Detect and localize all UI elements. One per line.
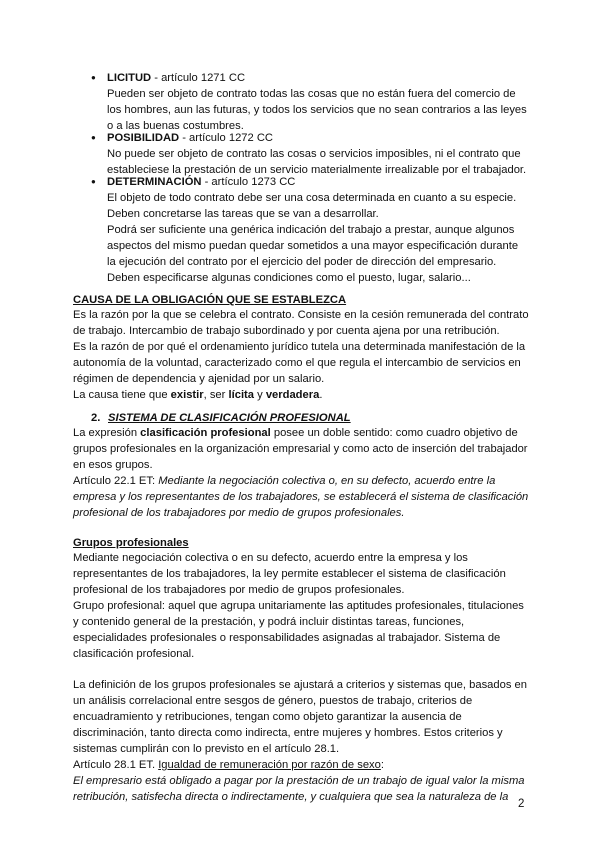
requisito-line: El objeto de todo contrato debe ser una cosa determinada en cuanto a su especie. bbox=[107, 192, 517, 204]
requisito-line: Podrá ser suficiente una genérica indicación del trabajo a prestar, aunque algunos bbox=[107, 224, 515, 236]
paragraph-line: en esos grupos. bbox=[73, 459, 153, 471]
paragraph-line: de trabajo. Intercambio de trabajo subordinado y por cuenta ajena por una retribución. bbox=[73, 325, 500, 337]
paragraph-line: discriminación, tanto directa como indirecta, entre mujeres y hombres. Estos criterios y bbox=[73, 727, 503, 739]
section-number: 2. bbox=[91, 412, 101, 424]
paragraph-line: grupos profesionales en la organización empresarial y como acto de inserción del trabajador bbox=[73, 443, 528, 455]
paragraph-line: y contenido general de la prestación, y podrá incluir distintas tareas, funciones, bbox=[73, 616, 465, 628]
requisito-line: Pueden ser objeto de contrato todas las cosas que no están fuera del comercio de bbox=[107, 88, 516, 100]
requisito-heading: LICITUD - artículo 1271 CC bbox=[107, 72, 246, 84]
paragraph-line: Grupo profesional: aquel que agrupa unitariamente las aptitudes profesionales, titulaciones bbox=[73, 600, 524, 612]
requisito-line: No puede ser objeto de contrato las cosas o servicios imposibles, ni el contrato que bbox=[107, 148, 521, 160]
paragraph-line: especialidades profesionales o responsabilidades asignadas al trabajador. Sistema de bbox=[73, 632, 501, 644]
requisito-line: estableciese la prestación de un servicio materialmente irrealizable por el trabajador. bbox=[107, 164, 527, 176]
paragraph-line: Mediante negociación colectiva o en su defecto, acuerdo entre la empresa y los bbox=[73, 552, 468, 564]
paragraph-line: clasificación profesional. bbox=[73, 648, 195, 660]
paragraph-line: Es la razón de por qué el ordenamiento jurídico tutela una determinada manifestación de la bbox=[73, 341, 526, 353]
subsection-heading: Grupos profesionales bbox=[73, 537, 189, 549]
section-title: SISTEMA DE CLASIFICACIÓN PROFESIONAL bbox=[108, 412, 351, 424]
paragraph-line: La definición de los grupos profesionales se ajustará a criterios y sistemas que, basados en bbox=[73, 679, 527, 691]
requisito-line: aspectos del mismo puedan quedar sometidos a una mayor especificación durante bbox=[107, 240, 519, 252]
paragraph-line: sistemas cumplirán con lo previsto en el artículo 28.1. bbox=[73, 743, 340, 755]
requisito-line: Deben concretarse las tareas que se van a desarrollar. bbox=[107, 208, 379, 220]
requisito-heading: DETERMINACIÓN - artículo 1273 CC bbox=[107, 176, 296, 188]
paragraph-line: régimen de dependencia y ajenidad por un salario. bbox=[73, 373, 325, 385]
paragraph-line: encuadramiento y retribuciones, tengan como objeto garantizar la ausencia de bbox=[73, 711, 462, 723]
page-number: 2 bbox=[518, 798, 525, 810]
requisito-line: los hombres, aun las futuras, y todos los servicios que no sean contrarios a las leyes bbox=[107, 104, 527, 116]
article-heading-line: Artículo 28.1 ET. Igualdad de remuneración por razón de sexo: bbox=[73, 759, 384, 771]
article-quote-line: empresa y los representantes de los trabajadores, se establecerá el sistema de clasificación bbox=[73, 491, 529, 503]
paragraph-line: autonomía de la voluntad, caracterizado como el que regula el intercambio de servicios en bbox=[73, 357, 521, 369]
article-quote-line: El empresario está obligado a pagar por la prestación de un trabajo de igual valor la misma bbox=[73, 775, 525, 787]
requisito-heading: POSIBILIDAD - artículo 1272 CC bbox=[107, 132, 274, 144]
bullet-icon: ● bbox=[91, 177, 96, 186]
requisito-line: o a las buenas costumbres. bbox=[107, 120, 244, 132]
paragraph-line: un análisis correlacional entre sesgos de género, puestos de trabajo, criterios de bbox=[73, 695, 473, 707]
paragraph-line: profesional de los trabajadores por medio de grupos profesionales. bbox=[73, 584, 405, 596]
bullet-icon: ● bbox=[91, 133, 96, 142]
section-heading: CAUSA DE LA OBLIGACIÓN QUE SE ESTABLEZCA bbox=[73, 294, 347, 306]
paragraph-line: La expresión clasificación profesional posee un doble sentido: como cuadro objetivo de bbox=[73, 427, 518, 439]
paragraph-line: Es la razón por la que se celebra el contrato. Consiste en la cesión remunerada del contrato bbox=[73, 309, 529, 321]
requisito-line: la ejecución del contrato por el ejercicio del poder de dirección del empresario. bbox=[107, 256, 497, 268]
requisito-line: Deben especificarse algunas condiciones como el puesto, lugar, salario... bbox=[107, 272, 471, 284]
paragraph-line: representantes de los trabajadores, la ley permite establecer el sistema de clasificación bbox=[73, 568, 506, 580]
article-quote-line: Artículo 22.1 ET: Mediante la negociación colectiva o, en su defecto, acuerdo entre la bbox=[73, 475, 496, 487]
paragraph-line: La causa tiene que existir, ser lícita y verdadera. bbox=[73, 389, 323, 401]
bullet-icon: ● bbox=[91, 73, 96, 82]
article-quote-line: profesional de los trabajadores por medio de grupos profesionales. bbox=[73, 507, 405, 519]
article-quote-line: retribución, satisfecha directa o indirectamente, y cualquiera que sea la naturaleza de la bbox=[73, 791, 509, 803]
